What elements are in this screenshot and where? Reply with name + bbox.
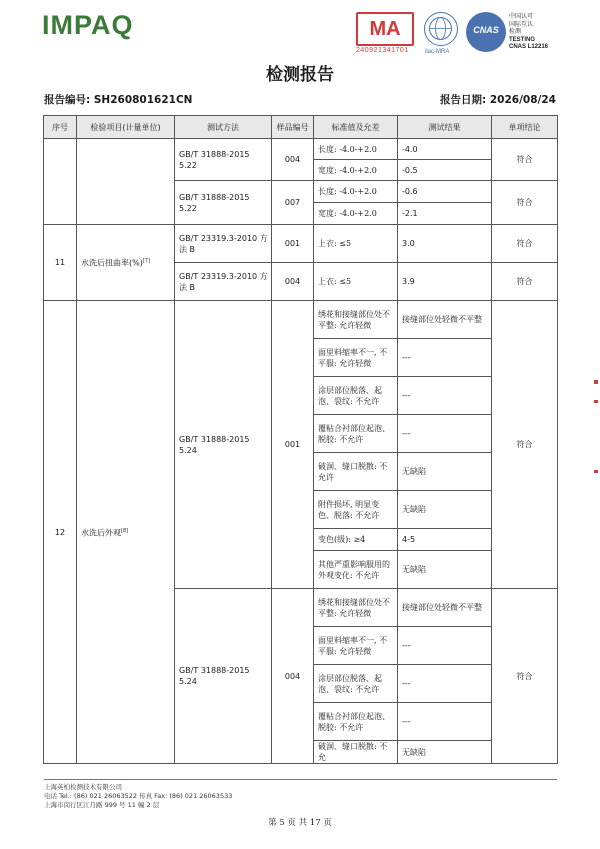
cell-standard: 面里料缩率不一, 不平服: 允许轻微 xyxy=(314,627,398,665)
cell-result: -2.1 xyxy=(398,203,492,225)
col-header-method: 测试方法 xyxy=(175,116,272,139)
cell-result: -0.6 xyxy=(398,181,492,203)
cell-no: 11 xyxy=(44,225,77,301)
item-label: 水洗后外观 xyxy=(81,528,121,538)
cell-result: --- xyxy=(398,703,492,741)
cell-standard: 上衣: ≤5 xyxy=(314,225,398,263)
footer-phone: 电话 Tel.: (86) 021 26063522 传真 Fax: (86) 021 26063533 xyxy=(44,792,233,800)
cell-sample: 001 xyxy=(272,301,314,589)
cell-result: 接缝部位处轻微不平整 xyxy=(398,301,492,339)
col-header-no: 序号 xyxy=(44,116,77,139)
footer-address: 上海市闵行区江月路 999 号 11 幢 2 层 xyxy=(44,801,160,809)
table-row xyxy=(44,301,558,339)
cell-standard: 涂层部位脱落、起泡、裂纹: 不允许 xyxy=(314,665,398,703)
cell-standard: 宽度: -4.0-+2.0 xyxy=(314,203,398,225)
cell-item xyxy=(77,225,175,301)
cell-conclusion: 符合 xyxy=(492,263,558,301)
col-header-result: 测试结果 xyxy=(398,116,492,139)
cell-standard: 绣花和接缝部位处不平整: 允许轻微 xyxy=(314,589,398,627)
cell-result: 无缺陷 xyxy=(398,453,492,491)
cell-standard: 长度: -4.0-+2.0 xyxy=(314,139,398,160)
cnas-mark xyxy=(466,12,506,52)
cell-conclusion: 符合 xyxy=(492,301,558,589)
cell-result: --- xyxy=(398,339,492,377)
cnas-line: 检测 xyxy=(509,29,522,35)
col-header-item: 检验项目(计量单位) xyxy=(77,116,175,139)
cell-result: -0.5 xyxy=(398,160,492,181)
cell-result: 无缺陷 xyxy=(398,551,492,589)
cell-conclusion: 符合 xyxy=(492,139,558,181)
cell-result: --- xyxy=(398,415,492,453)
cell-result: 3.9 xyxy=(398,263,492,301)
cell-standard: 附件损坏, 明显变色、脱落: 不允许 xyxy=(314,491,398,529)
col-header-standard: 标准值及允差 xyxy=(314,116,398,139)
cell-method: GB/T 31888-2015 5.22 xyxy=(175,181,272,225)
cell-method: GB/T 31888-2015 5.24 xyxy=(175,301,272,589)
cell-standard: 破洞、缝口脱散: 不允 xyxy=(314,741,398,764)
cell-result: -4.0 xyxy=(398,139,492,160)
table-header-row xyxy=(44,116,558,139)
ilac-text: ilac-MRA xyxy=(425,49,450,55)
cell-result: 无缺陷 xyxy=(398,741,492,764)
cnas-line: 中国认可 xyxy=(509,14,534,20)
cell-item xyxy=(77,301,175,764)
cell-no xyxy=(44,139,77,225)
cell-sample: 004 xyxy=(272,263,314,301)
cell-item xyxy=(77,139,175,225)
test-results-table xyxy=(43,115,558,764)
cell-standard: 覆粘合衬部位起泡、脱胶: 不允许 xyxy=(314,703,398,741)
cell-sample: 001 xyxy=(272,225,314,263)
page-edge-mark xyxy=(594,380,598,384)
cnas-line: TESTING xyxy=(509,36,536,43)
cnas-caption xyxy=(509,14,548,52)
footer-company: 上海英柏检测技术有限公司 xyxy=(44,783,122,791)
cnas-line: 国际互认 xyxy=(509,21,534,28)
footer xyxy=(44,783,232,810)
cell-conclusion: 符合 xyxy=(492,225,558,263)
cell-method: GB/T 23319.3-2010 方法 B xyxy=(175,225,272,263)
table-row xyxy=(44,225,558,263)
cell-standard: 涂层部位脱落、起泡、裂纹: 不允许 xyxy=(314,377,398,415)
ilac-mra-mark xyxy=(424,12,458,55)
report-number: 报告编号: SH260801621CN xyxy=(44,94,193,106)
cell-standard: 破洞、缝口脱散: 不允许 xyxy=(314,453,398,491)
cell-result: 3.0 xyxy=(398,225,492,263)
item-footnote: [8] xyxy=(121,527,129,534)
cell-result: 4-5 xyxy=(398,529,492,551)
cell-standard: 宽度: -4.0-+2.0 xyxy=(314,160,398,181)
cell-result: --- xyxy=(398,377,492,415)
cell-standard: 绣花和接缝部位处不平整: 允许轻微 xyxy=(314,301,398,339)
cell-standard: 长度: -4.0-+2.0 xyxy=(314,181,398,203)
page-edge-mark xyxy=(594,400,598,403)
cell-result: --- xyxy=(398,665,492,703)
table-row xyxy=(44,139,558,160)
cnas-line: CNAS L12216 xyxy=(509,44,549,50)
cell-conclusion: 符合 xyxy=(492,589,558,764)
cell-sample: 004 xyxy=(272,589,314,764)
cell-conclusion: 符合 xyxy=(492,181,558,225)
cnas-logo-text: CNAS xyxy=(473,25,499,35)
cell-sample: 007 xyxy=(272,181,314,225)
cell-standard: 上衣: ≤5 xyxy=(314,263,398,301)
col-header-conclusion: 单项结论 xyxy=(492,116,558,139)
cell-sample: 004 xyxy=(272,139,314,181)
cell-result: 接缝部位处轻微不平整 xyxy=(398,589,492,627)
cell-no: 12 xyxy=(44,301,77,764)
footer-divider xyxy=(44,779,557,780)
cell-result: --- xyxy=(398,627,492,665)
cell-method: GB/T 31888-2015 5.24 xyxy=(175,589,272,764)
item-footnote: [7] xyxy=(142,258,150,265)
report-date: 报告日期: 2026/08/24 xyxy=(440,94,556,106)
cell-standard: 覆粘合衬部位起泡、脱胶: 不允许 xyxy=(314,415,398,453)
item-label: 水洗后扭曲率(%) xyxy=(81,258,143,268)
cell-standard: 变色(级): ≥4 xyxy=(314,529,398,551)
cma-mark xyxy=(356,12,414,46)
cma-text: MA xyxy=(369,18,401,40)
accreditation-marks xyxy=(356,12,571,58)
cell-standard: 其他严重影响服用的外观变化: 不允许 xyxy=(314,551,398,589)
page-number: 第 5 页 共 17 页 xyxy=(268,818,332,828)
col-header-sample: 样品编号 xyxy=(272,116,314,139)
report-title: 检测报告 xyxy=(266,65,334,85)
page-edge-mark xyxy=(594,470,598,473)
cma-number: 240921341701 xyxy=(356,47,409,54)
company-logo: IMPAQ xyxy=(42,10,134,40)
cell-method: GB/T 23319.3-2010 方法 B xyxy=(175,263,272,301)
cell-standard: 面里料缩率不一, 不平服: 允许轻微 xyxy=(314,339,398,377)
cell-method: GB/T 31888-2015 5.22 xyxy=(175,139,272,181)
cell-result: 无缺陷 xyxy=(398,491,492,529)
